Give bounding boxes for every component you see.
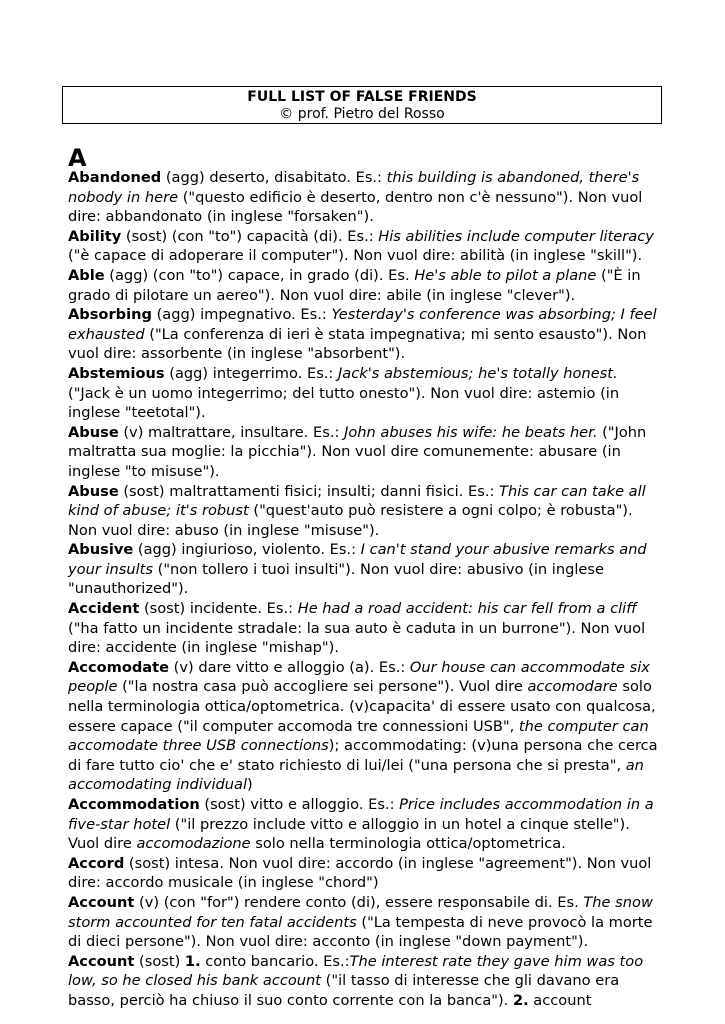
glossary-entry <box>68 168 658 227</box>
entry-example: accomodazione <box>136 835 251 853</box>
entry-example: The interest rate they gave him was too low, so he closed his bank account <box>68 952 644 990</box>
entry-text: account <box>528 991 592 1009</box>
entry-text: (agg) (con "to") capace, in grado (di). Es. <box>104 266 415 284</box>
entry-text: ("La tempesta di neve provocò la morte di dieci persone"). Non vuol dire: acconto (in inglese "down payment"). <box>68 913 653 951</box>
entry-term: Account <box>68 893 135 911</box>
entry-text: (sost) (con "to") capacità (di). Es.: <box>121 227 379 245</box>
entry-text: (sost) vitto e alloggio. Es.: <box>199 796 400 813</box>
entry-text: (agg) ingiurioso, violento. Es.: <box>133 541 361 559</box>
entry-text: (v) dare vitto e alloggio (a). Es.: <box>169 658 410 676</box>
entry-text: ("È in grado di pilotare un aereo"). Non vuol dire: abile (in inglese "clever"). <box>68 266 641 304</box>
entry-example: The snow storm accounted for ten fatal accidents <box>68 893 653 931</box>
entry-example: an accomodating individual <box>68 756 644 794</box>
glossary-entry <box>68 893 658 952</box>
entry-text: (v) (con "for") rendere conto (di), essere responsabile di. Es. <box>134 893 584 911</box>
entry-text: ); accommodating: (v)una persona che cerca di fare tutto cio' che e' stato richiesto di lui/lei ("una persona che si presta", <box>68 737 658 774</box>
entry-term: Ability <box>68 227 122 245</box>
entry-term: Able <box>68 266 105 284</box>
entry-text: ("quest'auto può resistere a ogni colpo; è robusta"). Non vuol dire: abuso (in inglese "misuse"). <box>68 502 633 539</box>
entry-term: Accord <box>68 854 125 872</box>
entry-term: 1. <box>184 952 201 970</box>
entry-example: Price includes accommodation in a five-star hotel <box>68 796 654 833</box>
entry-term: Account <box>68 952 135 970</box>
entry-term: Abusive <box>68 541 134 559</box>
entry-text: ("è capace di adoperare il computer"). Non vuol dire: abilità (in inglese "skill"). <box>68 247 643 265</box>
entry-text: conto bancario. Es.: <box>200 952 350 970</box>
entry-text: (agg) deserto, disabitato. Es.: <box>161 169 387 186</box>
entry-term: Abuse <box>68 482 119 500</box>
entry-term: Accident <box>68 600 140 618</box>
entry-text: ("non tollero i tuoi insulti"). Non vuol dire: abusivo (in inglese "unauthorized"). <box>68 560 604 598</box>
entry-text: (sost) incidente. Es.: <box>139 600 298 618</box>
entry-text: ) <box>247 776 253 794</box>
entry-term: Accomodate <box>68 658 170 676</box>
entry-term: Abstemious <box>68 364 165 382</box>
entry-text: ("questo edificio è deserto, dentro non c'è nessuno"). Non vuol dire: abbandonato (in inglese "forsaken"). <box>68 188 643 226</box>
section-letter: A <box>68 144 87 172</box>
entry-example: accomodare <box>527 678 618 696</box>
glossary-entry <box>68 227 658 266</box>
glossary-entry <box>68 364 658 423</box>
glossary-entry <box>68 599 658 658</box>
entry-example: John abuses his wife: he beats her. <box>344 423 598 441</box>
glossary-entry <box>68 423 658 482</box>
entry-example: I can't stand your abusive remarks and your insults <box>68 541 647 578</box>
glossary-entry <box>68 540 658 599</box>
entry-text: ("La conferenza di ieri è stata impegnativa; mi sento esausto"). Non vuol dire: assorbente (in inglese "absorbent"). <box>68 325 647 363</box>
entry-text: (agg) integerrimo. Es.: <box>164 364 338 382</box>
entry-example: this building is abandoned, there's nobody in here <box>68 169 640 206</box>
entry-text: (sost) <box>134 952 185 970</box>
entry-example: Yesterday's conference was absorbing; I feel exhausted <box>68 306 657 343</box>
entry-term: Absorbing <box>68 306 152 324</box>
entry-term: Abuse <box>68 423 119 441</box>
glossary-entry <box>68 305 658 364</box>
document-header <box>62 86 662 124</box>
entry-example: His abilities include computer literacy <box>378 227 654 245</box>
entry-example: This car can take all kind of abuse; it's robust <box>68 482 646 520</box>
entry-example: He had a road accident: his car fell from a cliff <box>297 600 637 618</box>
document-author: © prof. Pietro del Rosso <box>279 106 445 122</box>
glossary-entry <box>68 658 658 795</box>
glossary-entry <box>68 952 658 1011</box>
glossary-entry <box>68 266 658 305</box>
entry-text: (agg) impegnativo. Es.: <box>151 306 332 324</box>
entry-term: 2. <box>512 991 529 1009</box>
glossary-entry <box>68 854 658 893</box>
entry-example: Our house can accommodate six people <box>68 658 650 696</box>
entry-text: solo nella terminologia ottica/optometrica. <box>250 835 566 853</box>
entry-example: the computer can accomodate three USB connections <box>68 717 649 755</box>
entry-text: ("la nostra casa può accogliere sei persone"). Vuol dire <box>117 678 528 696</box>
glossary-entries <box>68 168 658 1011</box>
entry-text: (sost) maltrattamenti fisici; insulti; danni fisici. Es.: <box>118 482 500 500</box>
glossary-entry <box>68 482 658 541</box>
document-title: FULL LIST OF FALSE FRIENDS <box>247 89 477 105</box>
entry-text: ("il tasso di interesse che gli davano era basso, perciò ha chiuso il suo conto corrente con la banca"). <box>68 972 620 1009</box>
entry-text: (sost) intesa. Non vuol dire: accordo (in inglese "agreement"). Non vuol dire: accordo musicale (in inglese "chord") <box>68 854 652 892</box>
entry-example: He's able to pilot a plane <box>414 266 597 284</box>
entry-text: ("Jack è un uomo integerrimo; del tutto onesto"). Non vuol dire: astemio (in inglese "teetotal"). <box>68 384 620 422</box>
glossary-entry <box>68 795 658 854</box>
entry-term: Abandoned <box>68 169 162 186</box>
entry-text: (v) maltrattare, insultare. Es.: <box>118 423 345 441</box>
entry-text: ("il prezzo include vitto e alloggio in un hotel a cinque stelle"). Vuol dire <box>68 815 630 853</box>
entry-text: solo nella terminologia ottica/optometrica. (v)capacita' di essere usato con qualcosa, essere capace ("il computer accomoda tre connessioni USB", <box>68 678 656 735</box>
entry-text: ("ha fatto un incidente stradale: la sua auto è caduta in un burrone"). Non vuol dire: accidente (in inglese "mishap"). <box>68 619 646 657</box>
entry-term: Accommodation <box>68 796 200 813</box>
entry-text: ("John maltratta sua moglie: la picchia"). Non vuol dire comunemente: abusare (in inglese "to misuse"). <box>68 423 647 480</box>
entry-example: Jack's abstemious; he's totally honest. <box>338 364 618 382</box>
